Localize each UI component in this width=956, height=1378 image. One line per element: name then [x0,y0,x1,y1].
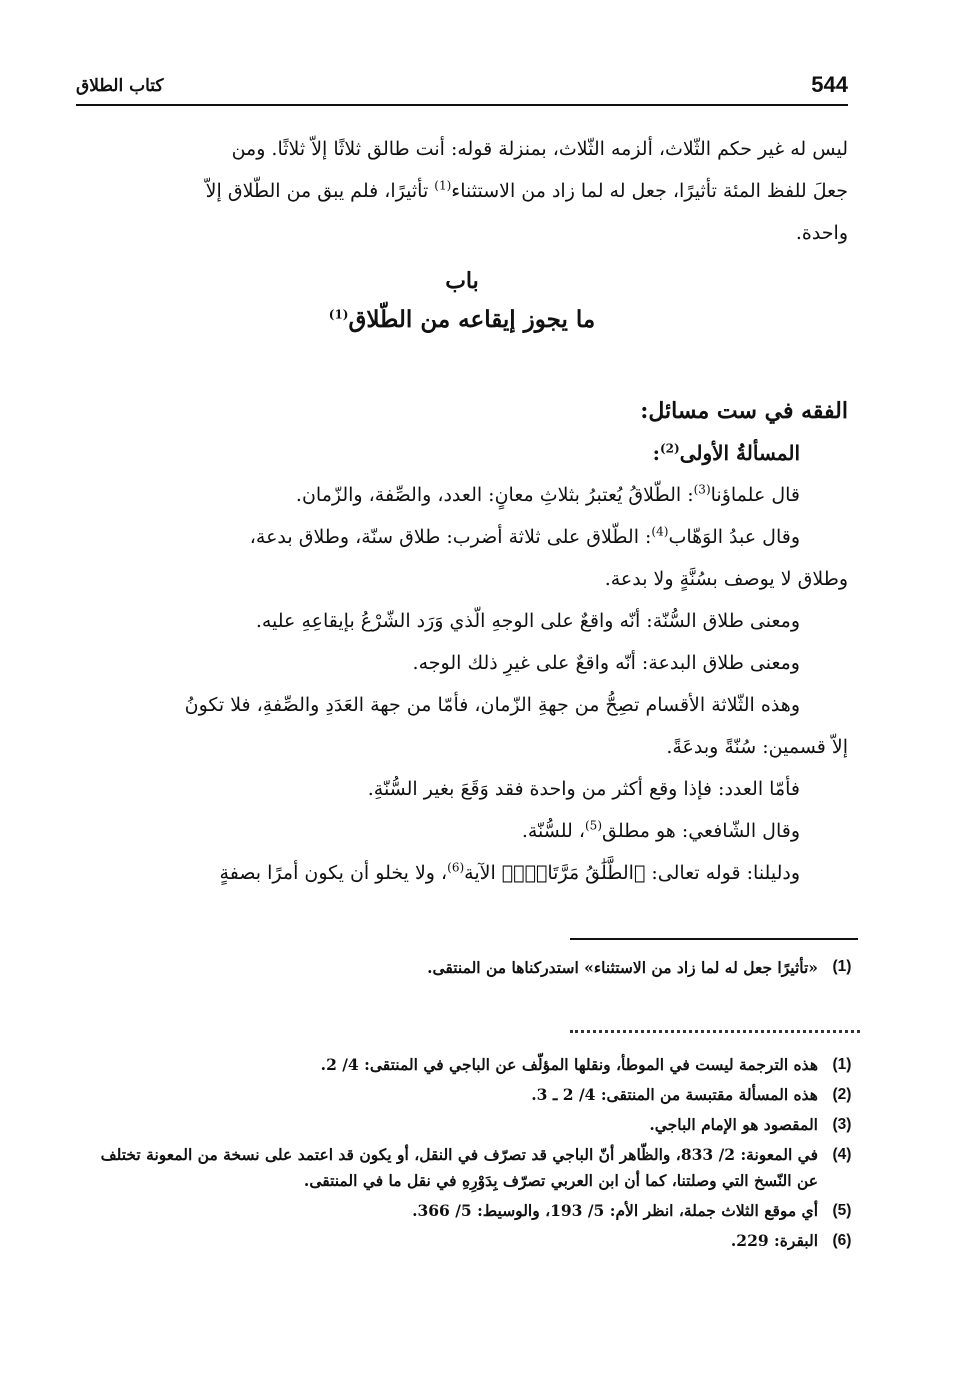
paragraph [76,810,848,852]
footnote-text: البقرة: 229. [730,1231,818,1250]
page-header [76,70,848,106]
paragraph: وطلاق لا يوصف بسُنَّةٍ ولا بدعة. [604,568,848,590]
dotted-separator [570,1030,860,1033]
paragraph-text: : الطّلاق على ثلاثة أضرب: طلاق سنّة، وطلاق بدعة، [249,526,652,548]
footnote [76,1112,866,1138]
running-title: كتاب الطلاق [76,76,164,96]
paragraph: فأمّا العدد: فإذا وقع أكثر من واحدة فقد وَقَعَ بغير السُّنّةِ. [367,778,800,800]
chapter-title [76,306,848,333]
paragraph-text: ، للسُّنّة. [521,820,585,842]
fiqh-heading: الفقه في ست مسائل: [640,398,848,424]
paragraph-text: : الطّلاقُ يُعتبرُ بثلاثِ معانٍ: العدد، والصِّفة، والزّمان. [295,484,694,506]
editor-note-number: (1) [832,958,852,975]
paragraph: وهذه الثّلاثة الأقسام تصِحُّ من جهةِ الزّمان، فأمّا من جهة العَدَدِ والصِّفةِ، فلا تكونُ [184,694,800,716]
footnotes [76,1052,866,1254]
footnote-text: هذه الترجمة ليست في الموطأ، ونقلها المؤلّف عن الباجي في المنتقى: 4/ 2. [320,1055,818,1074]
intro-paragraph [76,128,848,254]
footnote-text: المقصود هو الإمام الباجي. [649,1115,818,1134]
paragraph [76,474,848,516]
footnote-text: في المعونة: 2/ 833، والظّاهر أنّ الباجي قد تصرّف في النقل، أو يكون قد اعتمد على نسخة من المعونة تختلف عن النّسخ التي وصلتنا، كما أن ابن العربي تصرّف بِدَوْرِهِ في نقل ما في المنتقى. [100,1145,818,1190]
paragraph: ومعنى طلاق البدعة: أنّه واقعٌ على غيرِ ذلك الوجه. [412,652,800,674]
editor-note-text: «تأثيرًا جعل له لما زاد من الاستثناء» استدركناها من المنتقى. [427,958,818,977]
intro-line: ليس له غير حكم الثّلاث، ألزمه الثّلاث، بمنزلة قوله: أنت طالق ثلاثًا إلاّ ثلاثًا. ومن [231,138,848,160]
footnote-ref: (6) [447,860,465,875]
question-heading-text: المسألةُ الأولى [679,441,800,465]
footnote-ref: (4) [651,524,669,539]
intro-line: واحدة. [795,222,848,244]
footnote-text: أي موقع الثلاث جملة، انظر الأم: 5/ 193، والوسيط: 5/ 366. [412,1201,818,1220]
paragraph [76,852,848,894]
paragraph-text: ودليلنا: قوله تعالى: ﴿الطَّلَٰقُ مَرَّتَانِۖ﴾ الآية [464,862,800,884]
page-number: 544 [811,72,848,97]
footnote-ref: (1) [328,307,349,322]
footnote [76,1052,866,1078]
footnote [76,1142,866,1194]
editor-note [76,958,866,977]
footnote-separator [570,938,858,940]
question-heading-colon: : [652,441,660,465]
footnote-ref: (5) [584,818,602,833]
footnote-number: (5) [832,1202,852,1219]
paragraph-text: قال علماؤنا [710,484,800,506]
footnote-ref: (2) [659,441,680,456]
footnote [76,1228,866,1254]
chapter-title-text: ما يجوز إيقاعه من الطّلاق [348,306,596,333]
paragraph: إلاّ قسمين: سُنّةً وبدعَةً. [666,736,848,758]
question-heading [76,432,848,474]
body-text [76,390,848,894]
paragraph-text: ، ولا يخلو أن يكون أمرًا بصفةٍ [219,862,448,884]
paragraph [76,516,848,558]
editor-notes [76,958,866,977]
footnote-number: (2) [832,1086,852,1103]
footnote [76,1082,866,1108]
footnote-number: (4) [832,1146,852,1163]
paragraph-text: وقال عبدُ الوَهّاب [668,526,800,548]
intro-text: تأثيرًا، فلم يبق من الطّلاق إلاّ [205,180,435,202]
paragraph: ومعنى طلاق السُّنّة: أنّه واقعٌ على الوجهِ الّذي وَرَد الشّرْعُ بإيقاعِهِ عليه. [255,610,800,632]
footnote [76,1198,866,1224]
footnote-text: هذه المسألة مقتبسة من المنتقى: 4/ 2 ـ 3. [531,1085,818,1104]
footnote-ref: (1) [434,178,452,193]
footnote-ref: (3) [693,482,711,497]
footnote-number: (1) [832,1056,852,1073]
intro-text: جعلَ للفظ المئة تأثيرًا، جعل له لما زاد من الاستثناء [451,180,848,202]
chapter-label: باب [445,268,479,294]
intro-line [76,170,848,212]
paragraph-text: وقال الشّافعي: هو مطلق [602,820,800,842]
footnote-number: (6) [832,1232,852,1249]
footnote-number: (3) [832,1116,852,1133]
